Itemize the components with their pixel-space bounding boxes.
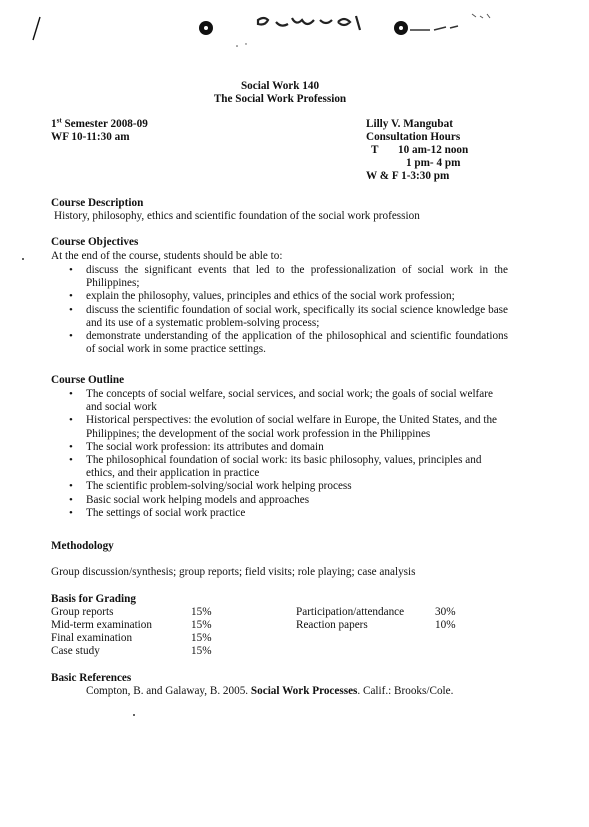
consult-time-1: 10 am-12 noon — [398, 144, 469, 156]
list-item: • demonstrate understanding of the application of the philosophical and scientific foundations of social work in some practice settings. — [52, 330, 508, 356]
list-item: • The social work profession: its attributes and domain — [52, 441, 508, 454]
course-title: Social Work 140 — [240, 80, 320, 92]
list-item: • discuss the significant events that led to the professionalization of social work in the Philippines; — [52, 264, 508, 290]
methodology-heading: Methodology — [51, 540, 114, 552]
description-heading: Course Description — [51, 197, 144, 209]
reference-entry: Compton, B. and Galaway, B. 2005. Social Work Processes. Calif.: Brooks/Cole. — [86, 685, 454, 697]
outline-list — [52, 388, 508, 520]
consultation-hours-label: Consultation Hours — [366, 131, 461, 143]
grade-row: Participation/attendance 30% — [296, 606, 456, 618]
list-item: • explain the philosophy, values, principles and ethics of the social work profession; — [52, 290, 508, 303]
list-item: • The scientific problem-solving/social work helping process — [52, 480, 508, 493]
consult-wf: W & F 1-3:30 pm — [366, 170, 450, 182]
grade-row: Reaction papers 10% — [296, 619, 456, 631]
scan-artifacts — [0, 0, 589, 60]
grade-row: Group reports 15% — [51, 606, 212, 618]
grade-row: Mid-term examination 15% — [51, 619, 212, 631]
objectives-intro: At the end of the course, students should be able to: — [51, 250, 283, 262]
list-item: • Basic social work helping models and approaches — [52, 494, 508, 507]
consult-day-t: T — [371, 144, 379, 156]
outline-heading: Course Outline — [51, 374, 125, 386]
description-text: History, philosophy, ethics and scientific foundation of the social work profession — [54, 210, 420, 222]
pen-stroke-mark — [33, 17, 40, 40]
consult-time-2: 1 pm- 4 pm — [406, 157, 461, 169]
instructor-name: Lilly V. Mangubat — [366, 118, 453, 130]
objectives-list — [52, 264, 508, 356]
scan-speck — [133, 714, 135, 716]
list-item: • discuss the scientific foundation of social work, specifically its social science knowledge base and its use of a systematic problem-solving process; — [52, 304, 508, 330]
list-item: • The concepts of social welfare, social services, and social work; the goals of social welfare and social work — [52, 388, 508, 414]
methodology-text: Group discussion/synthesis; group reports; field visits; role playing; case analysis — [51, 566, 416, 578]
faded-header-scribble — [258, 16, 360, 30]
grade-row: Final examination 15% — [51, 632, 212, 644]
list-item: • Historical perspectives: the evolution of social welfare in Europe, the United States, and the Philippines; the development of the social work profession in the Philippines — [52, 414, 508, 440]
grade-row: Case study 15% — [51, 645, 212, 657]
course-subtitle: The Social Work Profession — [213, 93, 347, 105]
list-item: • The philosophical foundation of social work: its basic philosophy, values, principles and ethics, and their application in practice — [52, 454, 508, 480]
scan-speck — [22, 258, 24, 260]
list-item: • The settings of social work practice — [52, 507, 508, 520]
grading-heading: Basis for Grading — [51, 593, 136, 605]
semester-line: 1st Semester 2008-09 — [51, 116, 148, 130]
class-schedule: WF 10-11:30 am — [51, 131, 130, 143]
objectives-heading: Course Objectives — [51, 236, 139, 248]
references-heading: Basic References — [51, 672, 132, 684]
